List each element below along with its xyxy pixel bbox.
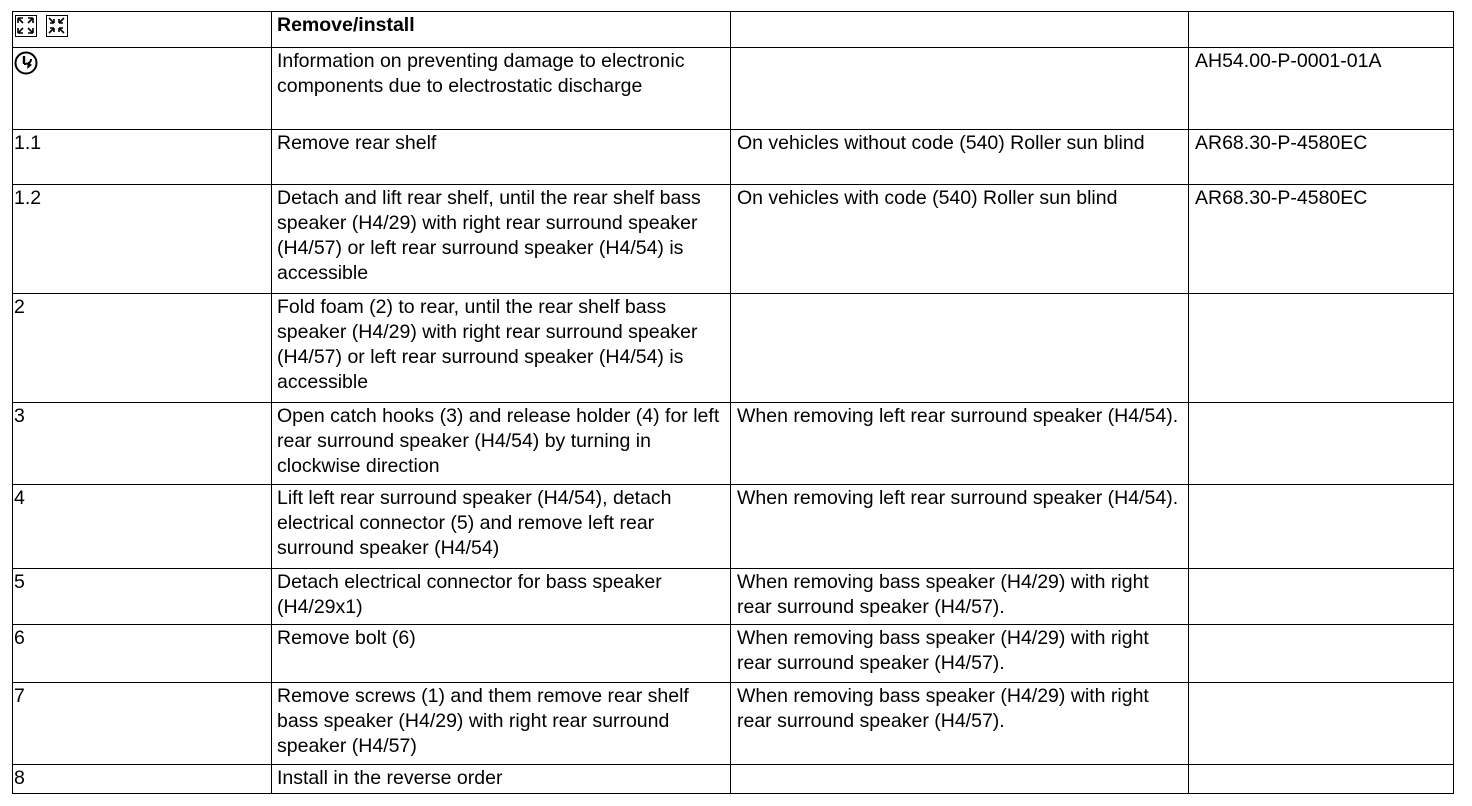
note-cell: When removing left rear surround speaker (H4/54). <box>731 403 1189 485</box>
table-row <box>13 48 1454 130</box>
step-cell: 4 <box>13 485 272 569</box>
table-row <box>13 625 1454 683</box>
reference-cell <box>1189 485 1454 569</box>
note-cell: When removing left rear surround speaker (H4/54). <box>731 485 1189 569</box>
note-cell <box>731 294 1189 403</box>
table-row <box>13 569 1454 625</box>
action-cell: Fold foam (2) to rear, until the rear shelf bass speaker (H4/29) with right rear surround speaker (H4/57) or left rear surround speaker (H4/54) is accessible <box>272 294 731 403</box>
reference-link[interactable]: AR68.30-P-4580EC <box>1189 185 1454 294</box>
table-row <box>13 765 1454 794</box>
procedure-table <box>12 11 1454 794</box>
step-cell: 2 <box>13 294 272 403</box>
action-cell: Detach electrical connector for bass speaker (H4/29x1) <box>272 569 731 625</box>
reference-link[interactable]: AH54.00-P-0001-01A <box>1189 48 1454 130</box>
note-cell: When removing bass speaker (H4/29) with right rear surround speaker (H4/57). <box>731 569 1189 625</box>
action-cell: Remove rear shelf <box>272 130 731 185</box>
table-header-row <box>13 12 1454 48</box>
note-cell: When removing bass speaker (H4/29) with right rear surround speaker (H4/57). <box>731 625 1189 683</box>
step-cell: 1.1 <box>13 130 272 185</box>
table-row <box>13 130 1454 185</box>
action-cell: Lift left rear surround speaker (H4/54), detach electrical connector (5) and remove left rear surround speaker (H4/54) <box>272 485 731 569</box>
reference-cell <box>1189 625 1454 683</box>
header-empty-cell <box>731 12 1189 48</box>
step-cell <box>13 48 272 130</box>
reference-link[interactable]: AR68.30-P-4580EC <box>1189 130 1454 185</box>
header-empty-cell <box>1189 12 1454 48</box>
esd-warning-icon <box>14 51 38 75</box>
step-cell: 5 <box>13 569 272 625</box>
reference-cell <box>1189 569 1454 625</box>
action-cell: Open catch hooks (3) and release holder (4) for left rear surround speaker (H4/54) by turning in clockwise direction <box>272 403 731 485</box>
table-row <box>13 485 1454 569</box>
step-cell: 7 <box>13 683 272 765</box>
note-cell <box>731 765 1189 794</box>
table-row <box>13 403 1454 485</box>
step-cell: 3 <box>13 403 272 485</box>
table-row <box>13 185 1454 294</box>
reference-cell <box>1189 294 1454 403</box>
action-cell: Remove bolt (6) <box>272 625 731 683</box>
note-cell: On vehicles with code (540) Roller sun blind <box>731 185 1189 294</box>
collapse-icon[interactable] <box>46 15 68 37</box>
note-cell: When removing bass speaker (H4/29) with right rear surround speaker (H4/57). <box>731 683 1189 765</box>
reference-cell <box>1189 683 1454 765</box>
action-cell: Install in the reverse order <box>272 765 731 794</box>
step-cell: 6 <box>13 625 272 683</box>
action-cell: Information on preventing damage to electronic components due to electrostatic discharge <box>272 48 731 130</box>
step-cell: 8 <box>13 765 272 794</box>
reference-cell <box>1189 765 1454 794</box>
reference-cell <box>1189 403 1454 485</box>
action-cell: Detach and lift rear shelf, until the rear shelf bass speaker (H4/29) with right rear surround speaker (H4/57) or left rear surround speaker (H4/54) is accessible <box>272 185 731 294</box>
table-row <box>13 683 1454 765</box>
note-cell <box>731 48 1189 130</box>
note-cell: On vehicles without code (540) Roller sun blind <box>731 130 1189 185</box>
header-icons-cell <box>13 12 272 48</box>
step-cell: 1.2 <box>13 185 272 294</box>
header-title: Remove/install <box>272 12 731 48</box>
table-row <box>13 294 1454 403</box>
expand-icon[interactable] <box>15 15 37 37</box>
action-cell: Remove screws (1) and them remove rear shelf bass speaker (H4/29) with right rear surround speaker (H4/57) <box>272 683 731 765</box>
